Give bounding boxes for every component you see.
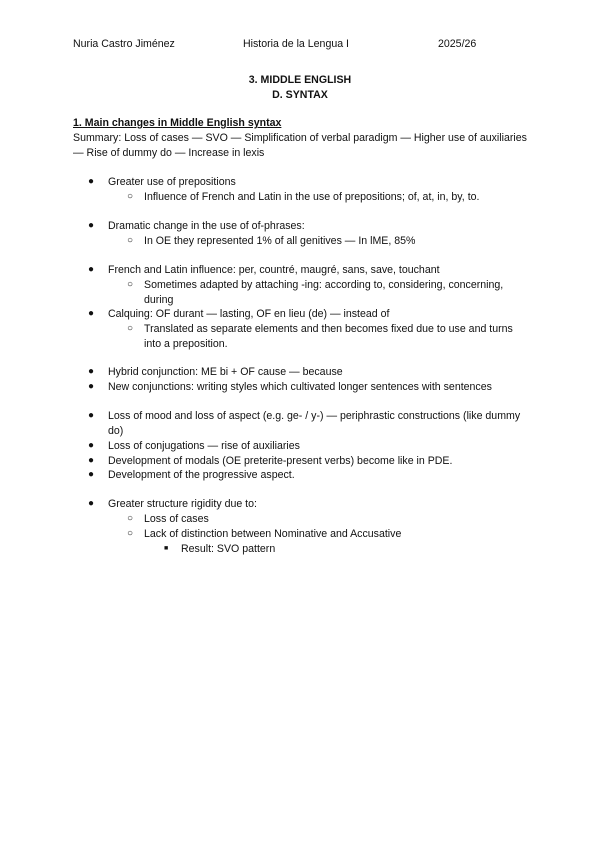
list-item bbox=[88, 263, 528, 278]
list-item bbox=[88, 454, 528, 469]
list-item bbox=[127, 527, 529, 542]
list-item-text: Translated as separate elements and then becomes fixed due to use and turns into a preposition. bbox=[144, 323, 513, 350]
list-item bbox=[88, 468, 528, 483]
bullet-icon: ● bbox=[88, 220, 95, 231]
list-item-text: Development of the progressive aspect. bbox=[108, 469, 295, 481]
bullet-icon: ● bbox=[88, 469, 95, 480]
list-item-text: Calquing: OF durant — lasting, OF en lieu (de) — instead of bbox=[108, 308, 390, 320]
list-item-text: Loss of mood and loss of aspect (e.g. ge- / y-) — periphrastic constructions (like dummy do) bbox=[108, 410, 521, 437]
bullet-icon: ● bbox=[88, 176, 95, 187]
list-item bbox=[127, 190, 529, 205]
list-item bbox=[127, 322, 529, 351]
header-author: Nuria Castro Jiménez bbox=[73, 38, 175, 50]
list-item-text: Result: SVO pattern bbox=[181, 543, 276, 555]
list-item bbox=[88, 439, 528, 454]
list-item-text: Lack of distinction between Nominative and Accusative bbox=[144, 528, 402, 540]
list-item-text: Greater use of prepositions bbox=[108, 176, 236, 188]
list-item bbox=[164, 542, 521, 557]
list-item bbox=[88, 409, 528, 438]
list-item bbox=[88, 219, 528, 234]
list-item-text: Loss of conjugations — rise of auxiliaries bbox=[108, 440, 300, 452]
bullet-icon: ● bbox=[88, 308, 95, 319]
list-item bbox=[88, 380, 528, 395]
circle-bullet-icon: ○ bbox=[127, 528, 134, 539]
list-item-text: In OE they represented 1% of all genitives — In lME, 85% bbox=[144, 235, 416, 247]
section-heading: 1. Main changes in Middle English syntax bbox=[73, 117, 282, 129]
list-item bbox=[88, 497, 528, 512]
list-item bbox=[88, 175, 528, 190]
header-year: 2025/26 bbox=[438, 38, 477, 50]
list-item-text: Loss of cases bbox=[144, 513, 209, 525]
bullet-icon: ● bbox=[88, 410, 95, 421]
list-item bbox=[127, 234, 529, 249]
list-item bbox=[127, 278, 529, 307]
circle-bullet-icon: ○ bbox=[127, 513, 134, 524]
circle-bullet-icon: ○ bbox=[127, 235, 134, 246]
page-header bbox=[0, 37, 600, 52]
circle-bullet-icon: ○ bbox=[127, 191, 134, 202]
circle-bullet-icon: ○ bbox=[127, 323, 134, 334]
list-item bbox=[127, 512, 529, 527]
list-item bbox=[88, 365, 528, 380]
list-item-text: Hybrid conjunction: ME bi + OF cause — because bbox=[108, 366, 343, 378]
list-item-text: Dramatic change in the use of of-phrases: bbox=[108, 220, 305, 232]
list-item-text: Development of modals (OE preterite-present verbs) become like in PDE. bbox=[108, 455, 453, 467]
header-course: Historia de la Lengua I bbox=[243, 38, 350, 50]
chapter-subtitle: D. SYNTAX bbox=[272, 89, 328, 101]
bullet-icon: ● bbox=[88, 440, 95, 451]
bullet-icon: ● bbox=[88, 381, 95, 392]
list-item-text: Sometimes adapted by attaching -ing: according to, considering, concerning, during bbox=[144, 279, 504, 306]
list-item-text: Influence of French and Latin in the use of prepositions; of, at, in, by, to. bbox=[144, 191, 480, 203]
chapter-title: 3. MIDDLE ENGLISH bbox=[248, 74, 352, 86]
bullet-icon: ● bbox=[88, 498, 95, 509]
list-item-text: Greater structure rigidity due to: bbox=[108, 498, 257, 510]
list-item bbox=[88, 307, 528, 322]
section-summary: Summary: Loss of cases — SVO — Simplification of verbal paradigm — Higher use of auxiliaries — Rise of dummy do — Increase in lexis bbox=[73, 132, 527, 159]
bullet-icon: ● bbox=[88, 455, 95, 466]
list-item-text: French and Latin influence: per, countré, maugré, sans, save, touchant bbox=[108, 264, 440, 276]
list-item-text: New conjunctions: writing styles which cultivated longer sentences with sentences bbox=[108, 381, 492, 393]
bullet-icon: ● bbox=[88, 264, 95, 275]
bullet-icon: ● bbox=[88, 366, 95, 377]
square-bullet-icon: ■ bbox=[164, 545, 169, 552]
circle-bullet-icon: ○ bbox=[127, 279, 134, 290]
